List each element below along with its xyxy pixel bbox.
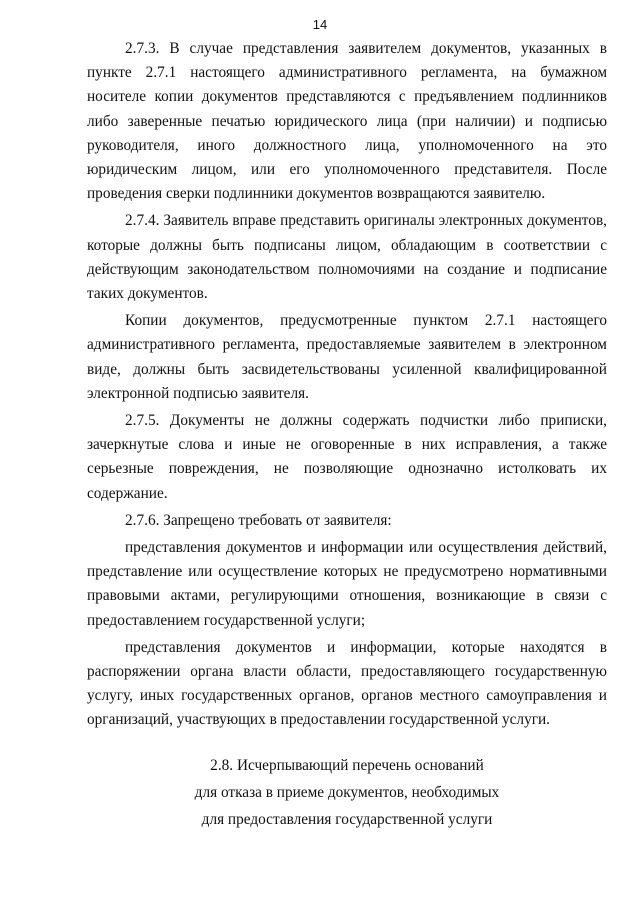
- paragraph-2-7-6: 2.7.6. Запрещено требовать от заявителя:: [125, 511, 392, 529]
- heading-line-3: для предоставления государственной услуги: [201, 810, 493, 828]
- paragraph-copies: Копии документов, предусмотренные пунктом 2.7.1 настоящего административного регламента, предоставляемые заявителем в электронном виде, должны быть засвидетельствованы усиленной квалифицированной электронной подписью заявителя.: [87, 312, 607, 402]
- section-heading-2-8: [87, 752, 607, 833]
- paragraph-2-7-4: 2.7.4. Заявитель вправе представить оригиналы электронных документов, которые должны быть подписаны лицом, обладающим в соответствии с действующим законодательством полномочиями на создание и подписание таких документов.: [87, 212, 607, 303]
- paragraph-2-7-3: 2.7.3. В случае представления заявителем документов, указанных в пункте 2.7.1 настоящего административного регламента, на бумажном носителе копии документов представляются с предъявлением подлинников либо заверенные печатью юридического лица (при наличии) и подписью руководителя, иного должностного лица, уполномоченного на это юридическим лицом, или его уполномоченного представителя. После проведения сверки подлинники документов возвращаются заявителю.: [87, 40, 607, 203]
- paragraph-2-7-5: 2.7.5. Документы не должны содержать подчистки либо приписки, зачеркнутые слова и иные не оговоренные в них исправления, а также серьезные повреждения, не позволяющие однозначно истолковать их содержание.: [87, 412, 607, 502]
- page-number: 14: [312, 17, 328, 32]
- paragraph-prohibition-2: представления документов и информации, которые находятся в распоряжении органа власти области, предоставляющего государственную услугу, иных государственных органов, органов местного самоуправления и организаций, участвующих в предоставлении государственной услуги.: [87, 638, 607, 729]
- heading-line-1: 2.8. Исчерпывающий перечень оснований: [210, 756, 484, 774]
- document-body: [87, 37, 607, 833]
- paragraph-prohibition-1: представления документов и информации или осуществления действий, представление или осуществление которых не предусмотрено нормативными правовыми актами, регулирующими отношения, возникающие в связи с предоставлением государственной услуги;: [87, 539, 607, 629]
- heading-line-2: для отказа в приеме документов, необходимых: [194, 783, 500, 801]
